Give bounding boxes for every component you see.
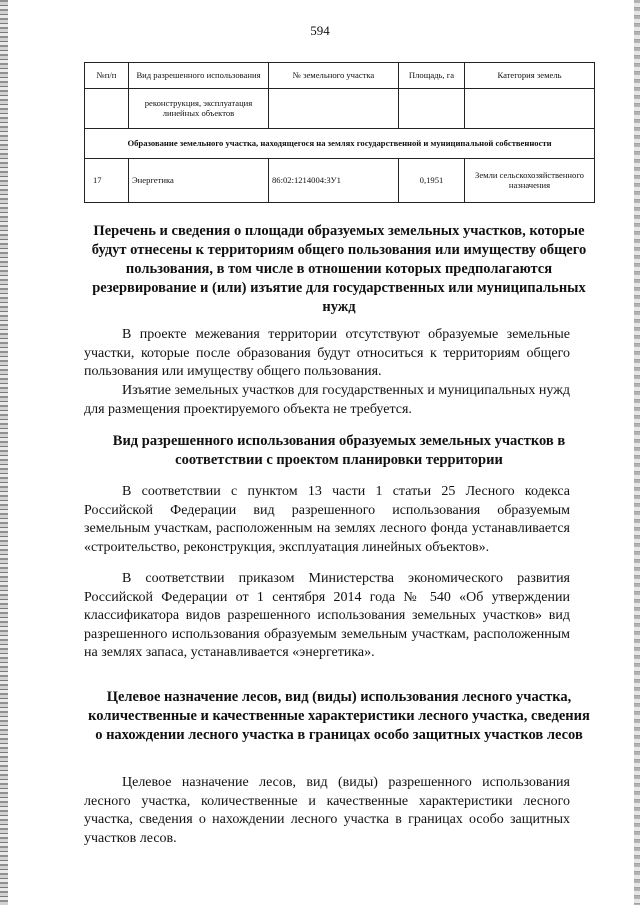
column-header-use: Вид разрешенного использования — [129, 63, 269, 89]
table-header-row — [85, 63, 595, 89]
table-section-title: Образование земельного участка, находящегося на землях государственной и муниципальной собственности — [85, 129, 595, 159]
column-header-num: №п/п — [85, 63, 129, 89]
table-cell-category: Земли сельскохозяйственного назначения — [465, 159, 595, 203]
section-heading-permitted-use: Вид разрешенного использования образуемых земельных участков в соответствии с проектом планировки территории — [112, 433, 566, 468]
table-cell-parcel: 86:02:1214004:ЗУ1 — [269, 159, 399, 203]
column-header-category: Категория земель — [465, 63, 595, 89]
section-heading-forest-purpose: Целевое назначение лесов, вид (виды) использования лесного участка, количественные и качественные характеристики лесного участка, сведения о нахождении лесного участка в границах особо защитных участков лесов — [88, 689, 590, 743]
table-cell — [85, 89, 129, 129]
table-cell: реконструкция, эксплуатация линейных объектов — [129, 89, 269, 129]
table-cell — [465, 89, 595, 129]
table-cell — [399, 89, 465, 129]
paragraph: В соответствии с пунктом 13 части 1 статьи 25 Лесного кодекса Российской Федерации вид разрешенного использования образуемым земельным участкам, расположенным на землях лесного фонда устанавливается «строительство, реконструкция, эксплуатация линейных объектов». — [84, 484, 570, 555]
table-cell-num: 17 — [85, 159, 129, 203]
section-heading-public-use: Перечень и сведения о площади образуемых земельных участков, которые будут отнесены к территориям общего пользования или имуществу общего пользования, в том числе в отношении которых предполагаются резервирование и (или) изъятие для государственных или муниципальных нужд — [91, 223, 587, 315]
table-row — [85, 89, 595, 129]
scan-edge-left — [0, 0, 8, 905]
column-header-parcel: № земельного участка — [269, 63, 399, 89]
paragraph: В соответствии приказом Министерства экономического развития Российской Федерации от 1 сентября 2014 года № 540 «Об утверждении классификатора видов разрешенного использования земельных участков» вид разрешенного использования образуемым земельным участкам, расположенным на землях запаса, устанавливается «энергетика». — [84, 571, 570, 661]
land-parcels-table — [84, 62, 595, 203]
paragraph: В проекте межевания территории отсутствуют образуемые земельные участки, которые после образования будут относиться к территориям общего пользования или имуществу общего пользования. — [84, 327, 570, 380]
table-cell-use: Энергетика — [129, 159, 269, 203]
paragraph: Целевое назначение лесов, вид (виды) разрешенного использования лесного участка, количественные и качественные характеристики лесного участка, сведения о нахождении лесного участка в границах особо защитных участков лесов. — [84, 775, 570, 846]
page-number: 594 — [310, 23, 330, 38]
table-section-row — [85, 129, 595, 159]
table-row — [85, 159, 595, 203]
scan-edge-right — [634, 0, 640, 905]
table-cell — [269, 89, 399, 129]
table-cell-area: 0,1951 — [399, 159, 465, 203]
paragraph: Изъятие земельных участков для государственных и муниципальных нужд для размещения проектируемого объекта не требуется. — [84, 383, 570, 417]
column-header-area: Площадь, га — [399, 63, 465, 89]
